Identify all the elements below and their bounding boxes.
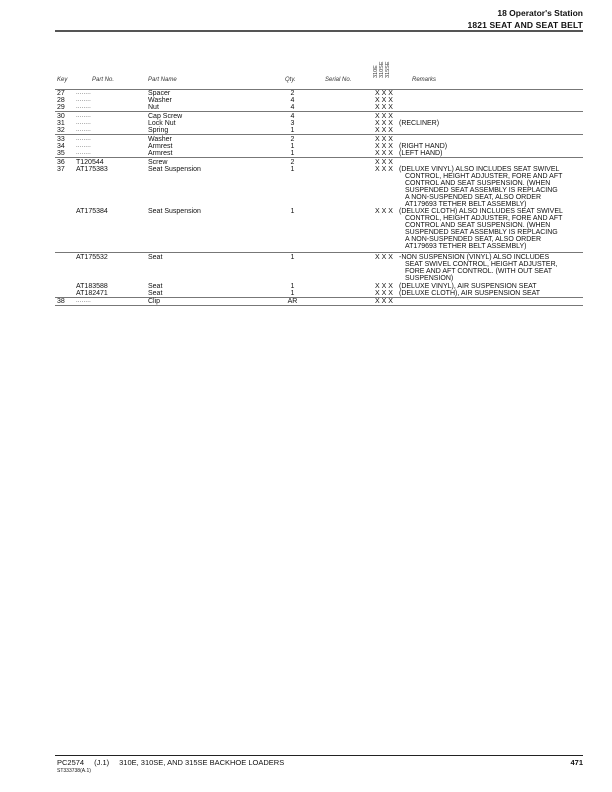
remarks-cell: CONTROL AND SEAT SUSPENSION. (WHEN (405, 180, 551, 187)
qty-cell: 1 (290, 127, 295, 134)
models-cell: X X X (375, 90, 393, 97)
part-no-cell: ........ (76, 143, 91, 149)
col-header-model-310se: 310SE (379, 61, 385, 78)
col-header-serial-no: Serial No. (325, 77, 352, 83)
col-header-remarks: Remarks (412, 77, 437, 83)
remarks-cell: (DELUXE VINYL), AIR SUSPENSION SEAT (399, 283, 537, 290)
table-divider (55, 111, 583, 112)
page-title: 1821 SEAT AND SEAT BELT (467, 20, 583, 30)
part-name-cell: Washer (148, 136, 172, 143)
part-name-cell: Armrest (148, 143, 173, 150)
remarks-cell: SEAT SWIVEL CONTROL, HEIGHT ADJUSTER, (405, 261, 558, 268)
table-divider (55, 134, 583, 135)
part-no-cell: AT183588 (76, 283, 108, 290)
key-cell: 27 (57, 90, 65, 97)
table-divider (55, 252, 583, 253)
part-name-cell: Seat (148, 290, 163, 297)
table-divider (55, 157, 583, 158)
models-cell: X X X (375, 143, 393, 150)
qty-cell: 4 (290, 97, 295, 104)
part-no-cell: ........ (76, 136, 91, 142)
part-no-cell: ........ (76, 298, 91, 304)
footer-sub-id: ST333738(A.1) (57, 768, 91, 774)
remarks-cell: (RECLINER) (399, 120, 440, 127)
remarks-cell: CONTROL AND SEAT SUSPENSION. (WHEN (405, 222, 551, 229)
header-rule (55, 30, 583, 32)
key-cell: 37 (57, 166, 65, 173)
qty-cell: 4 (290, 104, 295, 111)
models-cell: X X X (375, 136, 393, 143)
models-cell: X X X (375, 150, 393, 157)
part-no-cell: ........ (76, 127, 91, 133)
remarks-cell: (DELUXE VINYL) ALSO INCLUDES SEAT SWIVEL (399, 166, 560, 173)
remarks-cell: AT179693 TETHER BELT ASSEMBLY) (405, 243, 527, 250)
footer-rule (55, 755, 583, 756)
key-cell: 34 (57, 143, 65, 150)
part-name-cell: Seat Suspension (148, 166, 201, 173)
part-no-cell: T120544 (76, 159, 104, 166)
part-name-cell: Seat Suspension (148, 208, 201, 215)
qty-cell: AR (287, 298, 298, 305)
qty-cell: 1 (290, 290, 295, 297)
remarks-cell: CONTROL, HEIGHT ADJUSTER, FORE AND AFT (405, 215, 563, 222)
key-cell: 33 (57, 136, 65, 143)
remarks-cell: AT179693 TETHER BELT ASSEMBLY) (405, 201, 527, 208)
part-no-cell: AT175532 (76, 254, 108, 261)
part-name-cell: Nut (148, 104, 159, 111)
qty-cell: 2 (290, 90, 295, 97)
footer-revision: (J.1) (94, 758, 110, 767)
part-no-cell: ........ (76, 104, 91, 110)
part-name-cell: Spacer (148, 90, 171, 97)
part-name-cell: Clip (148, 298, 161, 305)
part-name-cell: Seat (148, 254, 163, 261)
models-cell: X X X (375, 208, 393, 215)
table-divider (55, 89, 583, 90)
qty-cell: 1 (290, 283, 295, 290)
qty-cell: 1 (290, 208, 295, 215)
models-cell: X X X (375, 283, 393, 290)
part-no-cell: AT175384 (76, 208, 108, 215)
key-cell: 36 (57, 159, 65, 166)
part-name-cell: Washer (148, 97, 172, 104)
models-cell: X X X (375, 97, 393, 104)
key-cell: 31 (57, 120, 65, 127)
models-cell: X X X (375, 298, 393, 305)
section-heading: 18 Operator's Station (497, 8, 583, 18)
part-name-cell: Cap Screw (148, 113, 183, 120)
part-name-cell: Spring (148, 127, 169, 134)
col-header-model-315se: 315SE (385, 61, 391, 78)
key-cell: 28 (57, 97, 65, 104)
models-cell: X X X (375, 254, 393, 261)
part-name-cell: Screw (148, 159, 168, 166)
models-cell: X X X (375, 159, 393, 166)
table-divider (55, 297, 583, 298)
remarks-cell: CONTROL, HEIGHT ADJUSTER, FORE AND AFT (405, 173, 563, 180)
remarks-cell: (LEFT HAND) (399, 150, 443, 157)
col-header-key: Key (57, 77, 68, 83)
remarks-cell: A NON-SUSPENDED SEAT, ALSO ORDER (405, 194, 542, 201)
qty-cell: 1 (290, 166, 295, 173)
remarks-cell: (DELUXE CLOTH), AIR SUSPENSION SEAT (399, 290, 541, 297)
key-cell: 38 (57, 298, 65, 305)
remarks-cell: A NON-SUSPENDED SEAT, ALSO ORDER (405, 236, 542, 243)
qty-cell: 3 (290, 120, 295, 127)
remarks-cell: (RIGHT HAND) (399, 143, 448, 150)
models-cell: X X X (375, 290, 393, 297)
part-name-cell: Armrest (148, 150, 173, 157)
col-header-part-no: Part No. (92, 77, 115, 83)
part-name-cell: Lock Nut (148, 120, 176, 127)
models-cell: X X X (375, 113, 393, 120)
remarks-cell: SUSPENSION) (405, 275, 454, 282)
footer-doc-id: PC2574 (57, 758, 85, 767)
part-name-cell: Seat (148, 283, 163, 290)
qty-cell: 1 (290, 254, 295, 261)
models-cell: X X X (375, 120, 393, 127)
qty-cell: 1 (290, 143, 295, 150)
part-no-cell: ........ (76, 90, 91, 96)
footer-title: 310E, 310SE, AND 315SE BACKHOE LOADERS (119, 758, 285, 767)
qty-cell: 2 (290, 136, 295, 143)
remarks-cell: -NON SUSPENSION (VINYL) ALSO INCLUDES (399, 254, 550, 261)
part-no-cell: AT182471 (76, 290, 108, 297)
models-cell: X X X (375, 104, 393, 111)
col-header-part-name: Part Name (148, 77, 177, 83)
key-cell: 35 (57, 150, 65, 157)
page-number: 471 (570, 758, 583, 767)
key-cell: 32 (57, 127, 65, 134)
key-cell: 29 (57, 104, 65, 111)
remarks-cell: FORE AND AFT CONTROL. (WITH OUT SEAT (405, 268, 553, 275)
part-no-cell: ........ (76, 120, 91, 126)
models-cell: X X X (375, 127, 393, 134)
col-header-qty: Qty. (285, 77, 296, 83)
qty-cell: 1 (290, 150, 295, 157)
qty-cell: 2 (290, 159, 295, 166)
table-divider (55, 305, 583, 306)
models-cell: X X X (375, 166, 393, 173)
footer-doc-line (57, 758, 294, 767)
part-no-cell: AT175383 (76, 166, 108, 173)
remarks-cell: SUSPENDED SEAT ASSEMBLY IS REPLACING (405, 187, 558, 194)
part-no-cell: ........ (76, 97, 91, 103)
remarks-cell: (DELUXE CLOTH) ALSO INCLUDES SEAT SWIVEL (399, 208, 563, 215)
remarks-cell: SUSPENDED SEAT ASSEMBLY IS REPLACING (405, 229, 558, 236)
part-no-cell: ........ (76, 150, 91, 156)
key-cell: 30 (57, 113, 65, 120)
qty-cell: 4 (290, 113, 295, 120)
col-header-model-310e: 310E (373, 65, 379, 78)
part-no-cell: ........ (76, 113, 91, 119)
